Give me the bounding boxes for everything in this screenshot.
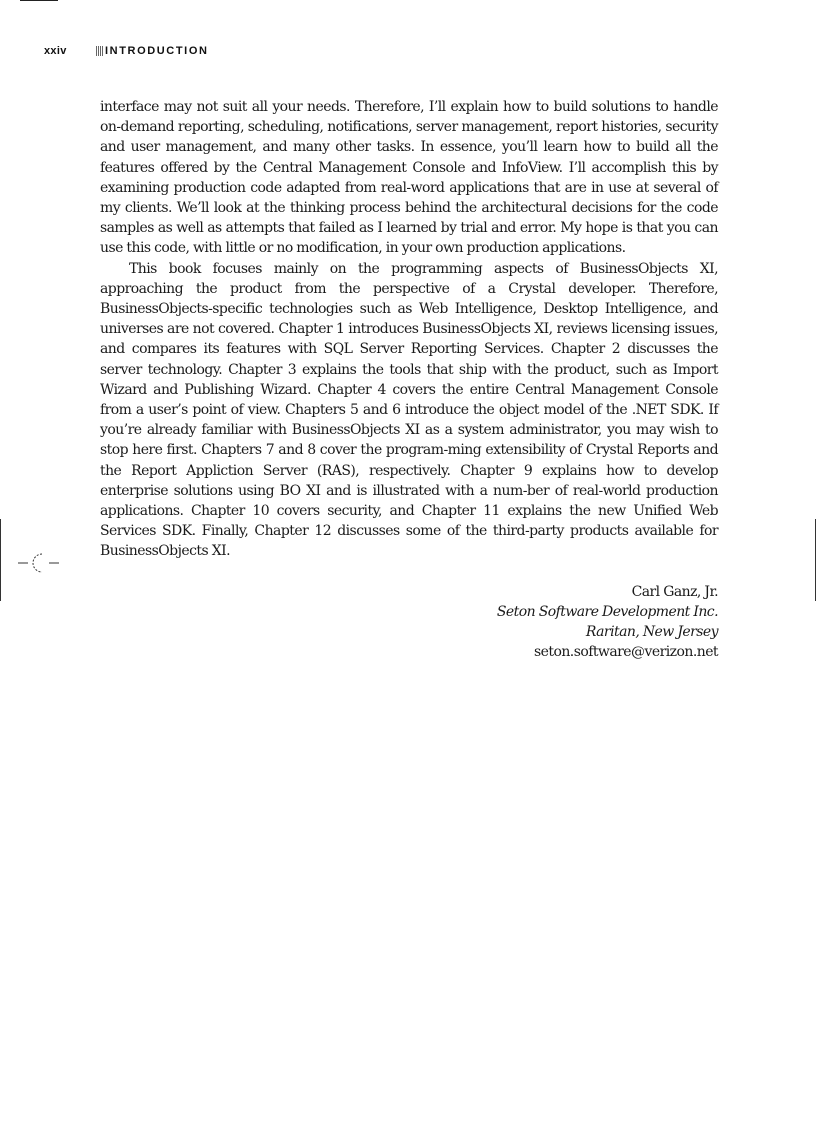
page-number: xxiv: [44, 45, 67, 57]
paragraph-continued: interface may not suit all your needs. Therefore, I’ll explain how to build solutions to handle on-demand reporting, scheduling, notifications, server management, report histories, security and user management, and many other tasks. In essence, you’ll learn how to build all the features offered by the Central Management Console and InfoView. I’ll accomplish this by examining production code adapted from real-word applications that are in use at several of my clients. We’ll look at the thinking process behind the architectural decisions for the code samples as well as attempts that failed as I learned by trial and error. My hope is that you can use this code, with little or no modification, in your own production applications.: [100, 99, 718, 257]
crop-mark-top: [20, 0, 58, 1]
header-bar-icon: [96, 46, 103, 56]
author-company: Seton Software Development Inc.: [496, 603, 718, 620]
page-body: [100, 97, 718, 662]
author-name: Carl Ganz, Jr.: [631, 583, 718, 600]
author-signature-block: [100, 582, 718, 663]
running-head: [44, 44, 209, 58]
paragraph-book-overview: This book focuses mainly on the programming aspects of BusinessObjects XI, approaching the product from the perspective of a Crystal developer. Therefore, BusinessObjects-specific technologies such as Web Intelligence, Desktop Intelligence, and universes are not covered. Chapter 1 introduces BusinessObjects XI, reviews licensing issues, and compares its features with SQL Server Reporting Services. Chapter 2 discusses the server technology. Chapter 3 explains the tools that ship with the product, such as Import Wizard and Publishing Wizard. Chapter 4 covers the entire Central Management Console from a user’s point of view. Chapters 5 and 6 introduce the object model of the .NET SDK. If you’re already familiar with BusinessObjects XI as a system administrator, you may wish to stop here first. Chapters 7 and 8 cover the program-ming extensibility of Crystal Reports and the Report Appliction Server (RAS), respectively. Chapter 9 explains how to develop enterprise solutions using BO XI and is illustrated with a num-ber of real-world production applications. Chapter 10 covers security, and Chapter 11 explains the new Unified Web Services SDK. Finally, Chapter 12 discusses some of the third-party products available for BusinessObjects XI.: [100, 260, 718, 560]
author-email: seton.software@verizon.net: [534, 644, 718, 661]
registration-mark-icon: [18, 549, 60, 577]
section-title: INTRODUCTION: [105, 45, 209, 57]
author-location: Raritan, New Jersey: [585, 624, 718, 641]
crop-mark-left-edge: [0, 519, 1, 601]
